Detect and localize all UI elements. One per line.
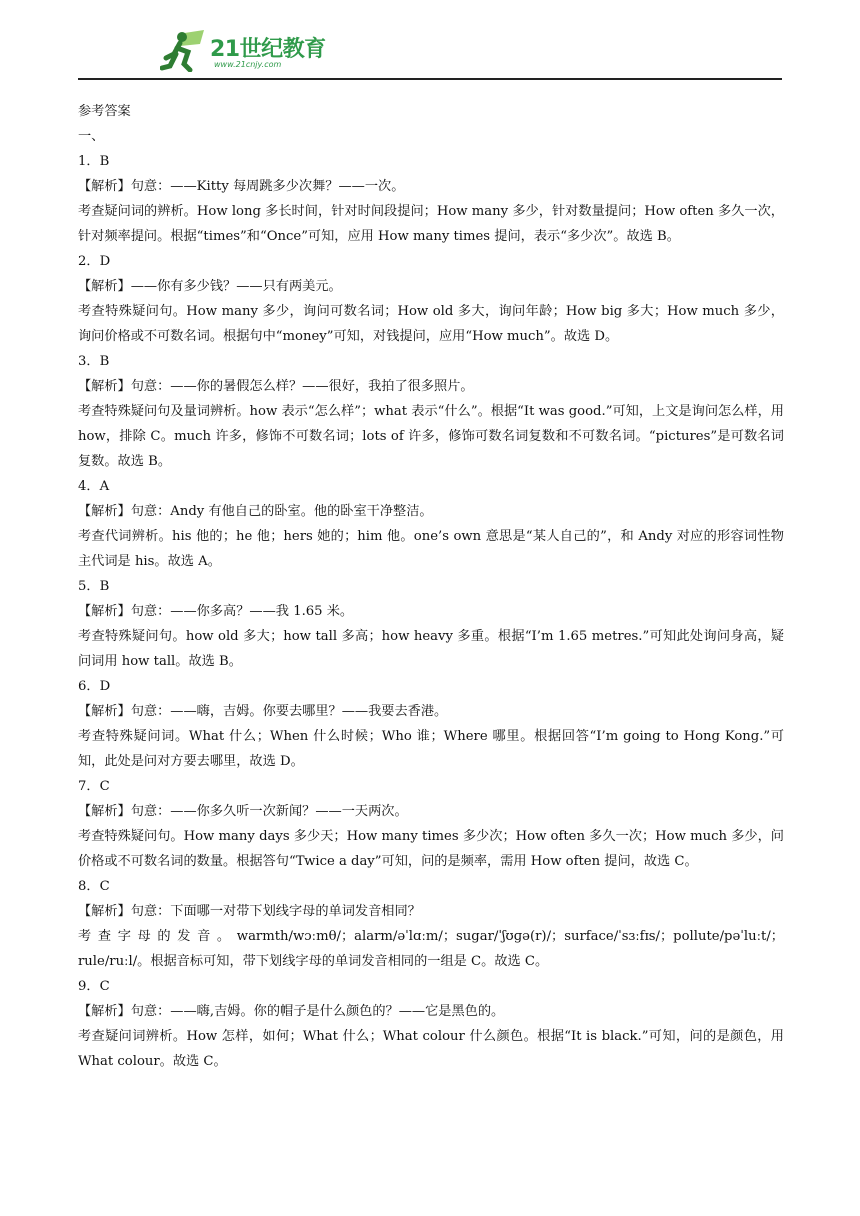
logo-text: 21世纪教育 xyxy=(210,37,326,62)
answer-analysis: 【解析】句意：——你的暑假怎么样？——很好，我拍了很多照片。 xyxy=(78,379,474,394)
answer-item xyxy=(78,249,784,349)
answer-number: 5．B xyxy=(78,579,110,594)
answer-item xyxy=(78,149,784,249)
answer-explanation: 考查特殊疑问句及量词辨析。how 表示“怎么样”；what 表示“什么”。根据“It was good.”可知，上文是询问怎么样，用 how，排除 C。much 许多，修饰不可数名词；lots of 许多，修饰可数名词复数和不可数名词。“pictures”是可数名词复数。故选 B。 xyxy=(78,404,784,469)
answer-number: 1．B xyxy=(78,154,110,169)
answer-content xyxy=(78,99,784,1074)
answer-analysis: 【解析】句意：——你多久听一次新闻？——一天两次。 xyxy=(78,804,408,819)
answer-number: 7．C xyxy=(78,779,110,794)
answer-analysis: 【解析】句意：——Kitty 每周跳多少次舞？——一次。 xyxy=(78,179,405,194)
logo xyxy=(160,28,340,76)
answer-explanation: 考查字母的发音。warmth/wɔːmθ/；alarm/əˈlɑːm/；sugar/ˈʃʊɡə(r)/；surface/ˈsɜːfɪs/；pollute/pəˈluːt/；rule/ruːl/。根据音标可知，带下划线字母的单词发音相同的一组是 C。故选 C。 xyxy=(78,929,784,969)
answer-explanation: 考查疑问词的辨析。How long 多长时间，针对时间段提问；How many 多少，针对数量提问；How often 多久一次，针对频率提问。根据“times”和“Once”可知，应用 How many times 提问，表示“多少次”。故选 B。 xyxy=(78,204,784,244)
answer-explanation: 考查特殊疑问句。how old 多大；how tall 多高；how heavy 多重。根据“I’m 1.65 metres.”可知此处询问身高，疑问词用 how tall。故选 B。 xyxy=(78,629,784,669)
answer-item xyxy=(78,349,784,474)
header-divider xyxy=(78,78,782,80)
answer-item xyxy=(78,974,784,1074)
page-title: 参考答案 xyxy=(78,104,131,119)
answer-explanation: 考查特殊疑问句。How many 多少，询问可数名词；How old 多大，询问年龄；How big 多大；How much 多少，询问价格或不可数名词。根据句中“money”可知，对钱提问，应用“How much”。故选 D。 xyxy=(78,304,784,344)
answer-explanation: 考查特殊疑问词。What 什么；When 什么时候；Who 谁；Where 哪里。根据回答“I’m going to Hong Kong.”可知，此处是问对方要去哪里，故选 D。 xyxy=(78,729,784,769)
answer-analysis: 【解析】句意：Andy 有他自己的卧室。他的卧室干净整洁。 xyxy=(78,504,433,519)
answer-number: 6．D xyxy=(78,679,111,694)
answer-number: 4．A xyxy=(78,479,110,494)
answer-item xyxy=(78,874,784,974)
answer-analysis: 【解析】句意：——你多高？——我 1.65 米。 xyxy=(78,604,354,619)
answer-analysis: 【解析】句意：——嗨，吉姆。你要去哪里？——我要去香港。 xyxy=(78,704,448,719)
answer-item xyxy=(78,674,784,774)
answer-analysis: 【解析】句意：——嗨,吉姆。你的帽子是什么颜色的？——它是黑色的。 xyxy=(78,1004,505,1019)
answer-explanation: 考查疑问词辨析。How 怎样，如何；What 什么；What colour 什么颜色。根据“It is black.”可知，问的是颜色，用 What colour。故选 C。 xyxy=(78,1029,784,1069)
logo-url: www.21cnjy.com xyxy=(214,60,282,69)
answer-explanation: 考查特殊疑问句。How many days 多少天；How many times 多少次；How often 多久一次；How much 多少，问价格或不可数名词的数量。根据答句“Twice a day”可知，问的是频率，需用 How often 提问，故选 C。 xyxy=(78,829,784,869)
answer-number: 8．C xyxy=(78,879,110,894)
answer-analysis: 【解析】句意：下面哪一对带下划线字母的单词发音相同？ xyxy=(78,904,421,919)
answer-item xyxy=(78,574,784,674)
answer-number: 3．B xyxy=(78,354,110,369)
answer-explanation: 考查代词辨析。his 他的；he 他；hers 她的；him 他。one’s own 意思是“某人自己的”，和 Andy 对应的形容词性物主代词是 his。故选 A。 xyxy=(78,529,784,569)
section-heading: 一、 xyxy=(78,129,105,144)
answer-item xyxy=(78,474,784,574)
answer-number: 9．C xyxy=(78,979,110,994)
running-man-icon xyxy=(160,28,208,72)
answer-analysis: 【解析】——你有多少钱？——只有两美元。 xyxy=(78,279,342,294)
page-header xyxy=(78,22,782,80)
answer-number: 2．D xyxy=(78,254,111,269)
answer-item xyxy=(78,774,784,874)
